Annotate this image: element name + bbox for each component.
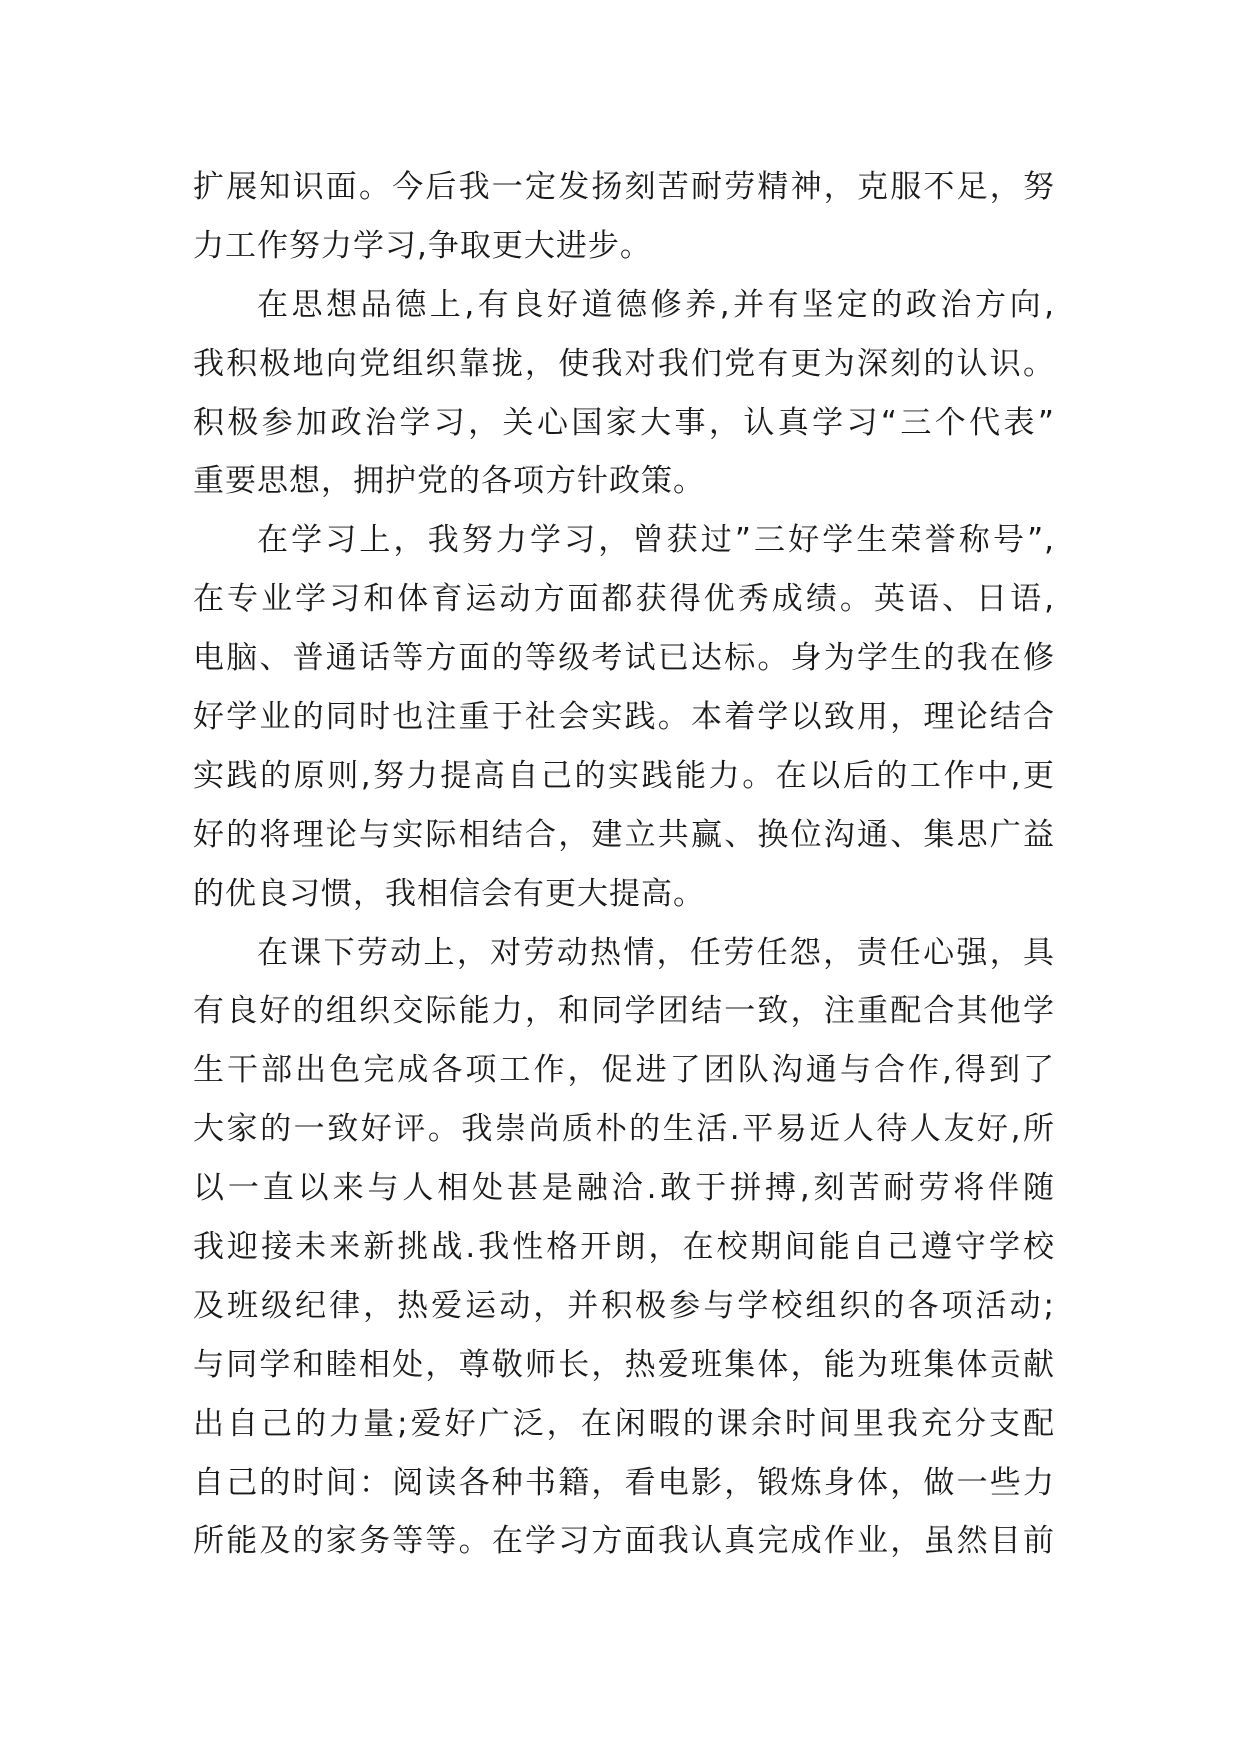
text-line: 在课下劳动上，对劳动热情，任劳任怨，责任心强，具 bbox=[257, 934, 1055, 971]
text-line: 与同学和睦相处，尊敬师长，热爱班集体，能为班集体贡献 bbox=[193, 1346, 1055, 1383]
text-line: 有良好的组织交际能力，和同学团结一致，注重配合其他学 bbox=[193, 993, 1055, 1030]
text-line: 重要思想，拥护党的各项方针政策。 bbox=[193, 463, 705, 500]
text-line: 积极参加政治学习，关心国家大事，认真学习“三个代表” bbox=[193, 404, 1055, 441]
text-line: 我迎接未来新挑战.我性格开朗，在校期间能自己遵守学校 bbox=[193, 1229, 1055, 1266]
text-line: 电脑、普通话等方面的等级考试已达标。身为学生的我在修 bbox=[193, 640, 1055, 677]
text-line: 在学习上，我努力学习，曾获过”三好学生荣誉称号”, bbox=[257, 522, 1055, 559]
text-line: 好的将理论与实际相结合，建立共赢、换位沟通、集思广益 bbox=[193, 816, 1055, 853]
text-line: 好学业的同时也注重于社会实践。本着学以致用，理论结合 bbox=[193, 699, 1055, 736]
text-line: 及班级纪律，热爱运动，并积极参与学校组织的各项活动; bbox=[193, 1287, 1055, 1324]
text-line: 我积极地向党组织靠拢，使我对我们党有更为深刻的认识。 bbox=[193, 345, 1055, 382]
text-line: 的优良习惯，我相信会有更大提高。 bbox=[193, 875, 705, 912]
text-line: 实践的原则,努力提高自己的实践能力。在以后的工作中,更 bbox=[193, 757, 1055, 794]
text-line: 大家的一致好评。我崇尚质朴的生活.平易近人待人友好,所 bbox=[193, 1111, 1055, 1148]
text-line: 在思想品德上,有良好道德修养,并有坚定的政治方向, bbox=[257, 286, 1055, 323]
text-line: 生干部出色完成各项工作，促进了团队沟通与合作,得到了 bbox=[193, 1052, 1055, 1089]
text-line: 以一直以来与人相处甚是融洽.敢于拼搏,刻苦耐劳将伴随 bbox=[193, 1170, 1055, 1207]
text-line: 自己的时间：阅读各种书籍，看电影，锻炼身体，做一些力 bbox=[193, 1464, 1055, 1501]
document-body bbox=[193, 158, 1055, 1571]
text-line: 所能及的家务等等。在学习方面我认真完成作业，虽然目前 bbox=[193, 1523, 1055, 1560]
text-line: 在专业学习和体育运动方面都获得优秀成绩。英语、日语, bbox=[193, 581, 1055, 618]
text-line: 扩展知识面。今后我一定发扬刻苦耐劳精神，克服不足，努 bbox=[193, 169, 1055, 205]
text-line: 出自己的力量;爱好广泛，在闲暇的课余时间里我充分支配 bbox=[193, 1405, 1055, 1442]
text-line: 力工作努力学习,争取更大进步。 bbox=[193, 227, 652, 264]
